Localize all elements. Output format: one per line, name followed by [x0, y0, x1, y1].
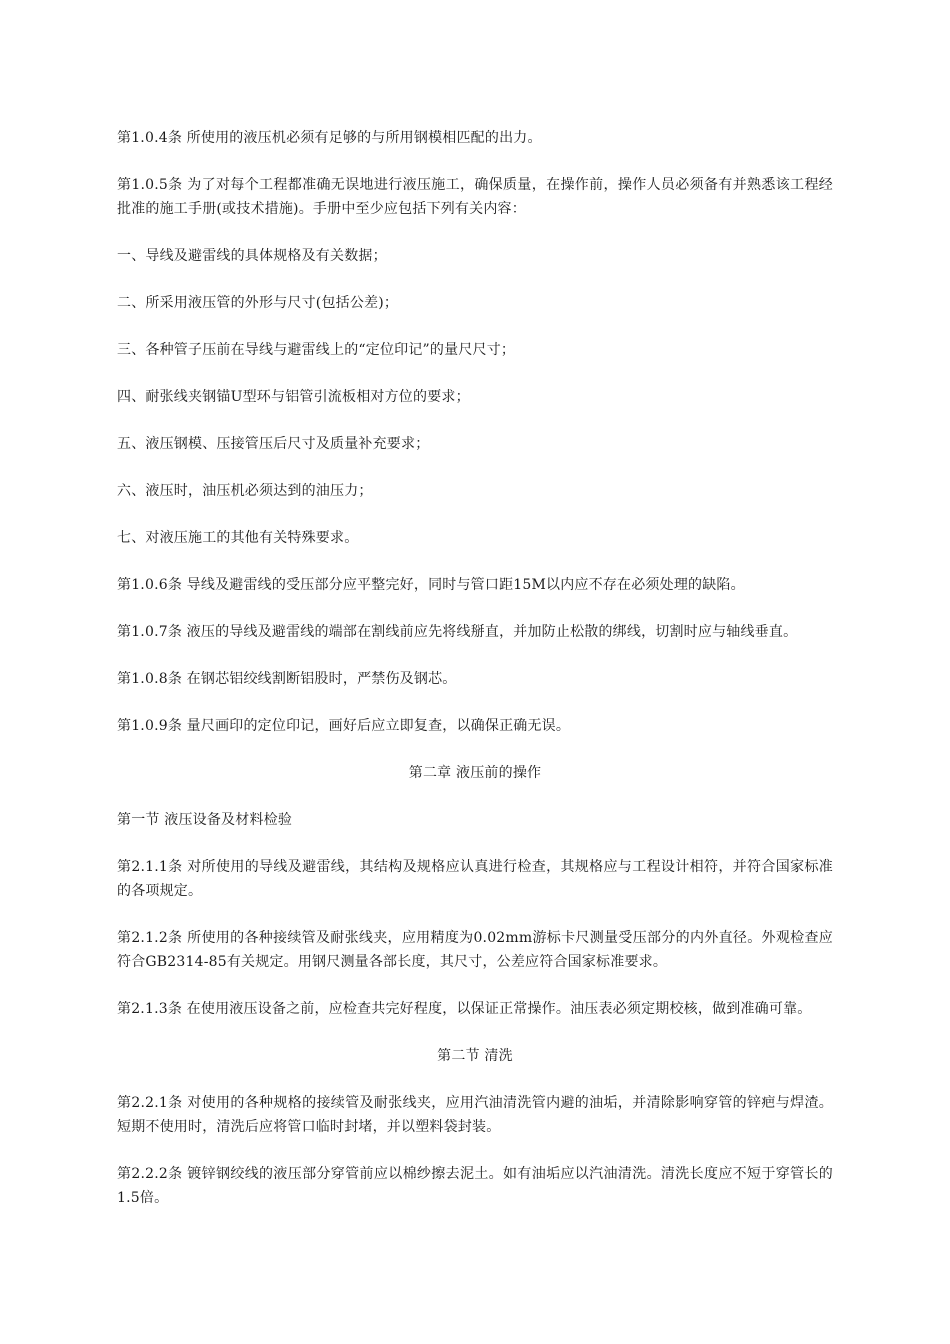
list-item-7: 七、对液压施工的其他有关特殊要求。 — [117, 530, 359, 546]
list-item-4: 四、耐张线夹钢锚U型环与铝管引流板相对方位的要求； — [117, 389, 470, 405]
list-item-2: 二、所采用液压管的外形与尺寸(包括公差)； — [117, 295, 399, 311]
clause-1-0-8: 第1.0.8条 在钢芯铝绞线割断铝股时，严禁伤及钢芯。 — [117, 671, 457, 687]
chapter-2-heading: 第二章 液压前的操作 — [408, 765, 542, 781]
clause-2-1-2: 第2.1.2条 所使用的各种接续管及耐张线夹，应用精度为0.02mm游标卡尺测量受压部分的内外直径。外观检查应符合GB2314-85有关规定。用钢尺测量各部长度，其尺寸，公差应符合国家标准要求。 — [117, 930, 833, 970]
list-item-6: 六、液压时，油压机必须达到的油压力； — [117, 483, 373, 499]
clause-2-1-3: 第2.1.3条 在使用液压设备之前，应检查共完好程度，以保证正常操作。油压表必须定期校核，做到准确可靠。 — [117, 1001, 812, 1017]
clause-1-0-6: 第1.0.6条 导线及避雷线的受压部分应平整完好，同时与管口距15M以内应不存在必须处理的缺陷。 — [117, 577, 745, 593]
list-item-5: 五、液压钢模、压接管压后尺寸及质量补充要求； — [117, 436, 430, 452]
section-2-heading: 第二节 清洗 — [437, 1048, 513, 1064]
document-page — [117, 126, 833, 1233]
section-1-heading: 第一节 液压设备及材料检验 — [117, 812, 293, 828]
list-item-1: 一、导线及避雷线的具体规格及有关数据； — [117, 248, 387, 264]
list-item-3: 三、各种管子压前在导线与避雷线上的“定位印记”的量尺尺寸； — [117, 342, 516, 358]
clause-2-2-1: 第2.2.1条 对使用的各种规格的接续管及耐张线夹，应用汽油清洗管内避的油垢，并清除影响穿管的锌疤与焊渣。短期不使用时，清洗后应将管口临时封堵，并以塑料袋封装。 — [117, 1095, 833, 1135]
clause-2-1-1: 第2.1.1条 对所使用的导线及避雷线，其结构及规格应认真进行检查，其规格应与工程设计相符，并符合国家标准的各项规定。 — [117, 859, 833, 899]
clause-1-0-5: 第1.0.5条 为了对每个工程都准确无误地进行液压施工，确保质量，在操作前，操作人员必须备有并熟悉该工程经批准的施工手册(或技术措施)。手册中至少应包括下列有关内容： — [117, 177, 833, 217]
clause-1-0-4: 第1.0.4条 所使用的液压机必须有足够的与所用钢模相匹配的出力。 — [117, 130, 542, 146]
clause-2-2-2: 第2.2.2条 镀锌钢绞线的液压部分穿管前应以棉纱擦去泥土。如有油垢应以汽油清洗。清洗长度应不短于穿管长的1.5倍。 — [117, 1166, 833, 1206]
clause-1-0-9: 第1.0.9条 量尺画印的定位印记，画好后应立即复查，以确保正确无误。 — [117, 718, 571, 734]
clause-1-0-7: 第1.0.7条 液压的导线及避雷线的端部在割线前应先将线掰直，并加防止松散的绑线，切割时应与轴线垂直。 — [117, 624, 798, 640]
